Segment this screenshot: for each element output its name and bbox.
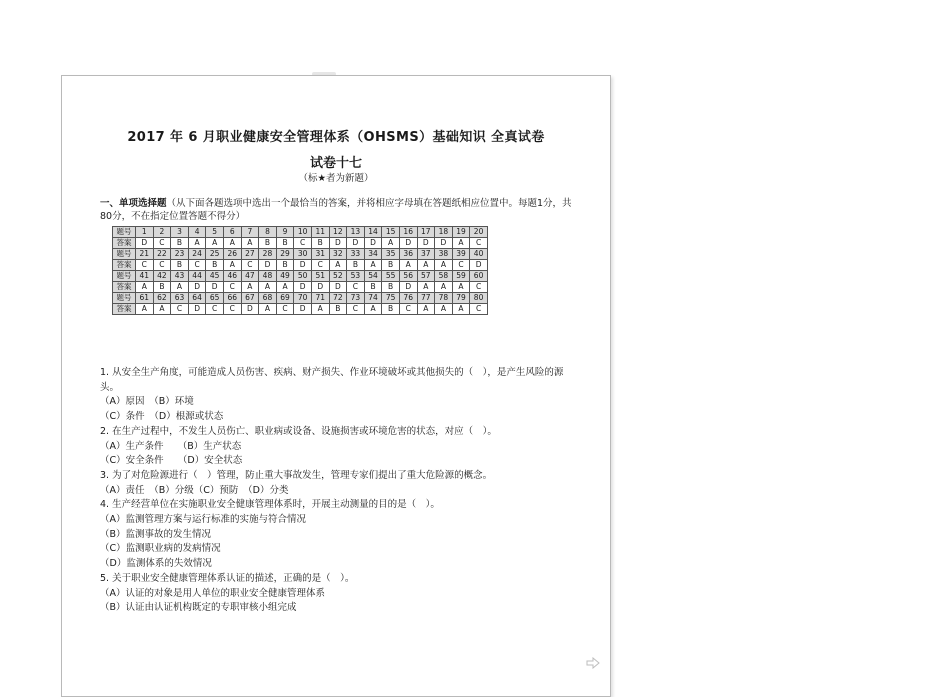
answer-cell: D	[188, 304, 206, 315]
answer-cell: C	[171, 304, 189, 315]
question-number-cell: 38	[435, 249, 453, 260]
question-number-cell: 14	[364, 227, 382, 238]
answer-cell: A	[364, 304, 382, 315]
number-row	[113, 249, 488, 260]
question-number-cell: 78	[435, 293, 453, 304]
answer-cell: D	[294, 282, 312, 293]
question-number-cell: 73	[347, 293, 365, 304]
answer-cell: A	[417, 304, 435, 315]
new-question-note: （标★者为新题）	[298, 173, 374, 184]
question-number-cell: 70	[294, 293, 312, 304]
answer-cell: C	[188, 260, 206, 271]
answer-cell: A	[311, 304, 329, 315]
question-5-stem: 5. 关于职业安全健康管理体系认证的描述，正确的是（ ）。	[100, 572, 355, 584]
number-row	[113, 271, 488, 282]
question-4-option-b: （B）监测事故的发生情况	[100, 528, 212, 540]
answer-cell: B	[364, 282, 382, 293]
question-2-stem: 2. 在生产过程中，不发生人员伤亡、职业病或设备、设施损害或环境危害的状态，对应（ ）。	[100, 425, 497, 437]
question-number-cell: 4	[188, 227, 206, 238]
question-number-cell: 34	[364, 249, 382, 260]
answer-cell: D	[294, 260, 312, 271]
question-number-cell: 52	[329, 271, 347, 282]
answer-cell: C	[241, 260, 259, 271]
answer-cell: B	[329, 304, 347, 315]
question-number-cell: 35	[382, 249, 400, 260]
answer-cell: A	[188, 238, 206, 249]
question-number-cell: 18	[435, 227, 453, 238]
answer-cell: D	[470, 260, 488, 271]
answer-cell: A	[364, 260, 382, 271]
answer-cell: D	[347, 238, 365, 249]
answer-cell: A	[136, 282, 154, 293]
question-number-cell: 48	[259, 271, 277, 282]
question-1-stem: 1. 从安全生产角度，可能造成人员伤害、疾病、财产损失、作业环境破坏或其他损失的（ ），是产生风险的源头。	[100, 367, 564, 393]
answer-cell: D	[329, 282, 347, 293]
question-3-stem: 3. 为了对危险源进行（ ）管理，防止重大事故发生，管理专家们提出了重大危险源的概念。	[100, 469, 493, 481]
question-4-option-c: （C）监测职业病的发病情况	[100, 543, 221, 555]
question-number-cell: 53	[347, 271, 365, 282]
question-number-cell: 41	[136, 271, 154, 282]
question-1-options-cd: （C）条件 （D）根源或状态	[100, 411, 224, 423]
question-number-cell: 68	[259, 293, 277, 304]
answer-cell: B	[171, 238, 189, 249]
answer-cell: D	[364, 238, 382, 249]
question-number-cell: 31	[311, 249, 329, 260]
question-number-cell: 61	[136, 293, 154, 304]
answer-cell: A	[223, 238, 241, 249]
number-label: 题号	[113, 227, 136, 238]
answer-label: 答案	[113, 260, 136, 271]
answer-label: 答案	[113, 238, 136, 249]
answer-cell: C	[311, 260, 329, 271]
question-number-cell: 7	[241, 227, 259, 238]
question-number-cell: 25	[206, 249, 224, 260]
answer-cell: C	[276, 304, 294, 315]
answer-cell: D	[435, 238, 453, 249]
question-number-cell: 32	[329, 249, 347, 260]
answer-cell: D	[259, 260, 277, 271]
answer-cell: B	[311, 238, 329, 249]
question-number-cell: 77	[417, 293, 435, 304]
question-number-cell: 8	[259, 227, 277, 238]
answer-cell: A	[452, 304, 470, 315]
question-number-cell: 15	[382, 227, 400, 238]
answer-cell: C	[470, 282, 488, 293]
question-number-cell: 65	[206, 293, 224, 304]
question-number-cell: 24	[188, 249, 206, 260]
answer-cell: A	[435, 260, 453, 271]
answer-cell: B	[171, 260, 189, 271]
question-number-cell: 64	[188, 293, 206, 304]
answer-cell: C	[153, 238, 171, 249]
question-number-cell: 60	[470, 271, 488, 282]
section-instructions: （从下面各题选项中选出一个最恰当的答案，并将相应字母填在答题纸相应位置中。每题1分，共80分，不在指定位置答题不得分）	[100, 198, 572, 222]
answer-cell: C	[294, 238, 312, 249]
question-2-options-ab: （A）生产条件 （B）生产状态	[100, 440, 242, 452]
question-number-cell: 30	[294, 249, 312, 260]
question-4-stem: 4. 生产经营单位在实施职业安全健康管理体系时，开展主动测量的目的是（ ）。	[100, 499, 440, 511]
answer-cell: A	[382, 238, 400, 249]
question-5-option-b: （B）认证由认证机构既定的专职审核小组完成	[100, 602, 297, 614]
question-number-cell: 49	[276, 271, 294, 282]
question-number-cell: 62	[153, 293, 171, 304]
question-list	[100, 366, 576, 616]
answer-row	[113, 260, 488, 271]
answer-cell: A	[259, 304, 277, 315]
question-number-cell: 76	[399, 293, 417, 304]
answer-cell: C	[452, 260, 470, 271]
section-intro	[100, 197, 572, 223]
question-number-cell: 6	[223, 227, 241, 238]
question-number-cell: 59	[452, 271, 470, 282]
answer-cell: B	[382, 260, 400, 271]
question-number-cell: 13	[347, 227, 365, 238]
answer-row	[113, 282, 488, 293]
question-1-options-ab: （A）原因 （B）环境	[100, 396, 194, 408]
answer-cell: D	[311, 282, 329, 293]
question-number-cell: 58	[435, 271, 453, 282]
answer-cell: D	[188, 282, 206, 293]
question-number-cell: 54	[364, 271, 382, 282]
question-number-cell: 2	[153, 227, 171, 238]
question-number-cell: 37	[417, 249, 435, 260]
answer-cell: C	[470, 238, 488, 249]
answer-cell: A	[171, 282, 189, 293]
question-5-option-a: （A）认证的对象是用人单位的职业安全健康管理体系	[100, 587, 325, 599]
question-number-cell: 23	[171, 249, 189, 260]
number-label: 题号	[113, 249, 136, 260]
answer-cell: A	[241, 238, 259, 249]
question-number-cell: 40	[470, 249, 488, 260]
question-number-cell: 51	[311, 271, 329, 282]
arrow-right-icon[interactable]	[586, 657, 600, 669]
answer-cell: A	[329, 260, 347, 271]
question-number-cell: 75	[382, 293, 400, 304]
answer-cell: C	[223, 304, 241, 315]
answer-cell: D	[399, 282, 417, 293]
question-number-cell: 66	[223, 293, 241, 304]
question-number-cell: 69	[276, 293, 294, 304]
answer-cell: C	[223, 282, 241, 293]
document-subtitle: 试卷十七	[309, 156, 362, 171]
question-number-cell: 12	[329, 227, 347, 238]
question-number-cell: 16	[399, 227, 417, 238]
question-number-cell: 17	[417, 227, 435, 238]
question-number-cell: 44	[188, 271, 206, 282]
answer-cell: A	[452, 282, 470, 293]
answer-row	[113, 238, 488, 249]
answer-cell: D	[329, 238, 347, 249]
question-number-cell: 3	[171, 227, 189, 238]
answer-cell: C	[399, 304, 417, 315]
question-number-cell: 22	[153, 249, 171, 260]
question-number-cell: 39	[452, 249, 470, 260]
answer-cell: B	[153, 282, 171, 293]
question-number-cell: 80	[470, 293, 488, 304]
answer-cell: D	[206, 282, 224, 293]
answer-cell: B	[259, 238, 277, 249]
answer-cell: D	[399, 238, 417, 249]
question-number-cell: 79	[452, 293, 470, 304]
answer-label: 答案	[113, 304, 136, 315]
question-number-cell: 45	[206, 271, 224, 282]
question-number-cell: 71	[311, 293, 329, 304]
answer-cell: B	[382, 282, 400, 293]
answer-cell: D	[417, 238, 435, 249]
question-number-cell: 43	[171, 271, 189, 282]
question-number-cell: 67	[241, 293, 259, 304]
answer-key-table	[112, 226, 488, 315]
question-number-cell: 57	[417, 271, 435, 282]
document-page	[61, 75, 611, 697]
answer-cell: C	[136, 260, 154, 271]
answer-cell: B	[276, 260, 294, 271]
answer-cell: A	[435, 304, 453, 315]
answer-cell: B	[382, 304, 400, 315]
answer-cell: D	[241, 304, 259, 315]
question-number-cell: 1	[136, 227, 154, 238]
answer-cell: C	[153, 260, 171, 271]
answer-cell: C	[470, 304, 488, 315]
question-number-cell: 56	[399, 271, 417, 282]
document-title: 2017 年 6 月职业健康安全管理体系（OHSMS）基础知识 全真试卷	[127, 130, 545, 145]
question-number-cell: 33	[347, 249, 365, 260]
answer-cell: A	[136, 304, 154, 315]
question-number-cell: 36	[399, 249, 417, 260]
answer-cell: A	[435, 282, 453, 293]
question-number-cell: 5	[206, 227, 224, 238]
number-row	[113, 227, 488, 238]
answer-cell: C	[347, 282, 365, 293]
question-3-options: （A）责任 （B）分级（C）预防 （D）分类	[100, 484, 289, 496]
question-number-cell: 55	[382, 271, 400, 282]
answer-cell: B	[276, 238, 294, 249]
question-number-cell: 10	[294, 227, 312, 238]
answer-cell: A	[452, 238, 470, 249]
question-number-cell: 74	[364, 293, 382, 304]
question-number-cell: 42	[153, 271, 171, 282]
question-number-cell: 72	[329, 293, 347, 304]
answer-cell: C	[206, 304, 224, 315]
answer-cell: A	[259, 282, 277, 293]
question-4-option-d: （D）监测体系的失效情况	[100, 558, 212, 570]
answer-cell: A	[206, 238, 224, 249]
question-number-cell: 63	[171, 293, 189, 304]
question-number-cell: 20	[470, 227, 488, 238]
answer-cell: D	[294, 304, 312, 315]
section-heading: 一、单项选择题	[100, 198, 167, 209]
answer-cell: A	[417, 282, 435, 293]
answer-cell: A	[417, 260, 435, 271]
question-number-cell: 28	[259, 249, 277, 260]
answer-cell: C	[347, 304, 365, 315]
question-number-cell: 21	[136, 249, 154, 260]
question-4-option-a: （A）监测管理方案与运行标准的实施与符合情况	[100, 514, 306, 526]
answer-cell: B	[347, 260, 365, 271]
answer-cell: B	[206, 260, 224, 271]
answer-cell: A	[241, 282, 259, 293]
question-number-cell: 47	[241, 271, 259, 282]
answer-cell: A	[223, 260, 241, 271]
number-label: 题号	[113, 271, 136, 282]
question-number-cell: 50	[294, 271, 312, 282]
answer-cell: D	[136, 238, 154, 249]
question-number-cell: 19	[452, 227, 470, 238]
question-number-cell: 46	[223, 271, 241, 282]
answer-cell: A	[399, 260, 417, 271]
question-number-cell: 27	[241, 249, 259, 260]
question-number-cell: 26	[223, 249, 241, 260]
question-2-options-cd: （C）安全条件 （D）安全状态	[100, 455, 243, 467]
answer-cell: A	[276, 282, 294, 293]
question-number-cell: 9	[276, 227, 294, 238]
number-row	[113, 293, 488, 304]
answer-row	[113, 304, 488, 315]
question-number-cell: 11	[311, 227, 329, 238]
answer-label: 答案	[113, 282, 136, 293]
answer-cell: A	[153, 304, 171, 315]
question-number-cell: 29	[276, 249, 294, 260]
number-label: 题号	[113, 293, 136, 304]
